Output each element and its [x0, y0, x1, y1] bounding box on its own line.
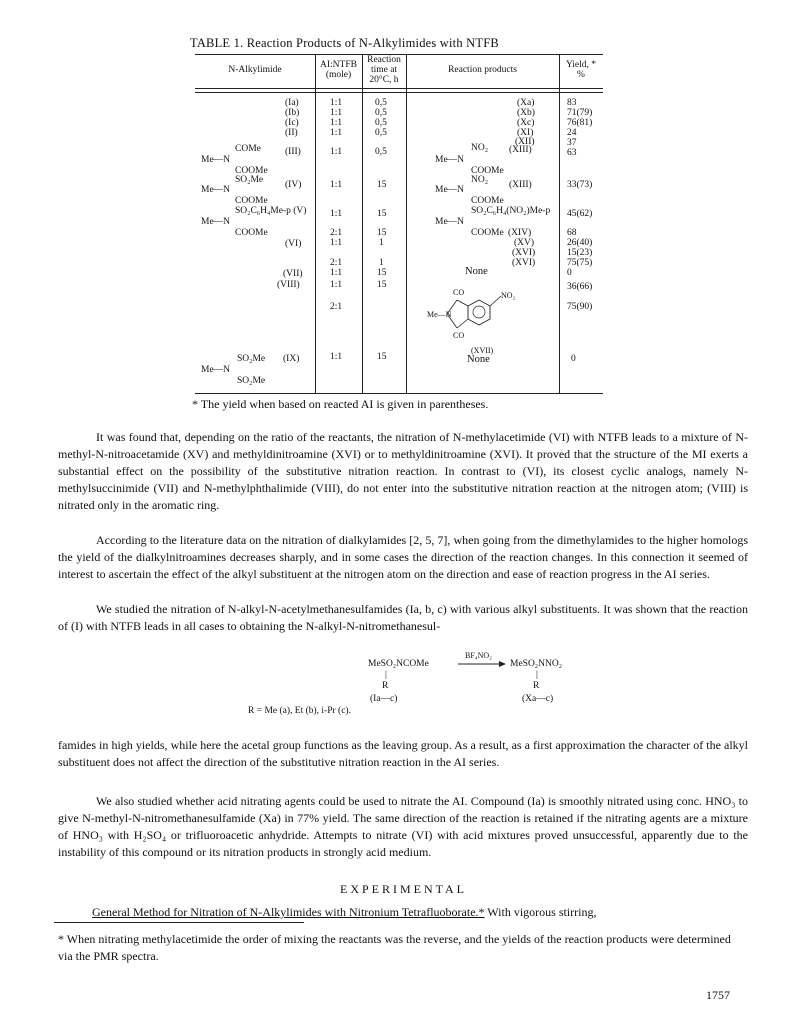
time-r1: 0,5 [375, 108, 387, 118]
scheme-r-definition: R = Me (a), Et (b), i-Pr (c). [248, 706, 351, 716]
imide-ic: (Ic) [285, 118, 299, 128]
imide-vi: (VI) [285, 239, 302, 249]
struct-so2me-ix-2: SO₂Me [237, 376, 266, 386]
reaction-table [195, 54, 603, 394]
time-r8: 15 [377, 228, 387, 238]
product-r0: (Xa) [517, 98, 535, 108]
general-method-line [58, 904, 748, 921]
imide-ii: (II) [285, 128, 298, 138]
time-r13: 15 [377, 280, 387, 290]
struct-no2-xiii: NO₂ [471, 143, 489, 153]
struct-me-n-xvii: Me—N [427, 310, 452, 319]
page-number: 1757 [706, 988, 730, 1002]
struct-co-top: CO [453, 288, 465, 297]
ratio-r1: 1:1 [330, 108, 343, 118]
struct-me-n-ix: Me—N [201, 365, 231, 375]
product-r5: (XIII) [509, 145, 532, 155]
time-r6: 15 [377, 180, 387, 190]
product-r4: (XII) [515, 137, 535, 147]
struct-me-n-xiv: Me—N [435, 217, 465, 227]
section-heading-experimental: EXPERIMENTAL [339, 882, 468, 896]
struct-coome-iii: COOMe [235, 166, 268, 176]
yield-r10: 15(23) [567, 248, 593, 258]
scheme-arrow [457, 659, 507, 669]
product-r1: (Xb) [517, 108, 535, 118]
ratio-r5: 1:1 [330, 147, 343, 157]
time-r9: 1 [379, 238, 384, 248]
ratio-r9: 1:1 [330, 238, 343, 248]
paragraph-1: It was found that, depending on the ratio of the reactants, the nitration of N-methylacetimide (VI) with NTFB leads to a mixture of N-methyl-N-nitroacetamide (XV) and methyldinitroamine (XVI) or to methyldinitroamine (XVI). It proved that the structure of the MI exerts a substantial effect on the possibility of the substitutive nitration reaction. In contrast to (VI), its closest cyclic analogs, namely N-methylsuccinimide (VII) and N-methylphthalimide (VIII), do not enter into the substitutive nitration reaction at the nitrogen atom; (VIII) is nitrated only in the aromatic ring. [58, 430, 748, 512]
header-yield: Yield, * % [565, 60, 597, 80]
header-imide: N-Alkylimide [228, 65, 282, 75]
time-r12: 15 [377, 268, 387, 278]
yield-r9: 26(40) [567, 238, 593, 248]
ratio-r6: 1:1 [330, 180, 343, 190]
struct-so2me-ix-1: SO₂Me [237, 354, 266, 364]
table-header-rule [195, 88, 603, 89]
struct-no2-iv: NO₂ [471, 175, 489, 185]
struct-coome-v: COOMe [235, 228, 268, 238]
scheme-left-bar: | [385, 670, 387, 680]
general-method-title: General Method for Nitration of N-Alkylimides with Nitronium Tetrafluoborate.* [92, 905, 485, 919]
imide-vii: (VII) [283, 269, 303, 279]
product-r15: None [467, 354, 490, 365]
yield-r5: 63 [567, 148, 577, 158]
product-r11: (XVI) [512, 258, 536, 268]
struct-so2me-iv: SO₂Me [235, 175, 264, 185]
yield-r0: 83 [567, 98, 577, 108]
yield-r14: 75(90) [567, 302, 593, 312]
table-caption: TABLE 1. Reaction Products of N-Alkylimides with NTFB [190, 36, 499, 50]
table-footnote: * The yield when based on reacted AI is given in parentheses. [192, 397, 489, 411]
paragraph-3: We studied the nitration of N-alkyl-N-acetylmethanesulfamides (Ia, b, c) with various alkyl substituents. It was shown that the reaction of (I) with NTFB leads in all cases to obtaining the N-alkyl-N-nitromethanesul- [58, 602, 748, 633]
struct-me-n-iii: Me—N [201, 155, 231, 165]
struct-so2c6h4no2: SO₂C₆H₄(NO₂)Me-p [471, 206, 551, 216]
scheme-left: MeSO₂NCOMe [368, 659, 429, 669]
time-r3: 0,5 [375, 128, 387, 138]
struct-co-bottom: CO [453, 331, 465, 340]
struct-come: COMe [235, 144, 261, 154]
footnote-2: * When nitrating methylacetimide the order of mixing the reactants was the reverse, and the yields of the reaction products were determined via the PMR spectra. [58, 932, 731, 963]
header-ratio: AI:NTFB (mole) [320, 60, 357, 80]
yield-r15: 0 [571, 354, 576, 364]
imide-viii: (VIII) [277, 280, 300, 290]
header-products: Reaction products [448, 65, 517, 75]
product-r8: (XIV) [508, 228, 532, 238]
struct-coome-xiii: COOMe [471, 166, 504, 176]
product-r9: (XV) [514, 238, 535, 248]
struct-me-n-iv: Me—N [201, 185, 231, 195]
time-r5: 0,5 [375, 147, 387, 157]
yield-r2: 76(81) [567, 118, 593, 128]
yield-r13: 36(66) [567, 282, 593, 292]
ratio-r8: 2:1 [330, 228, 343, 238]
scheme-right: MeSO₂NNO₂ [510, 659, 563, 669]
paragraph-4: famides in high yields, while here the acetal group functions as the leaving group. As a result, as a first approximation the character of the alkyl substituent does not affect the direction of the substitutive nitration reaction in the AI series. [58, 738, 748, 769]
ratio-r3: 1:1 [330, 128, 343, 138]
table-vline-1 [315, 54, 316, 393]
yield-r11: 75(75) [567, 258, 593, 268]
struct-so2c6h4mep: SO₂C₆H₄Me-p (V) [235, 206, 307, 216]
imide-iv: (IV) [285, 180, 302, 190]
yield-r12: 0 [567, 268, 572, 278]
struct-label-xvii: (XVII) [471, 346, 494, 355]
scheme-left-label: (Ia—c) [370, 694, 398, 704]
yield-r8: 68 [567, 228, 577, 238]
yield-r4: 37 [567, 138, 577, 148]
ratio-r7: 1:1 [330, 209, 343, 219]
table-header-rule-2 [195, 92, 603, 93]
ratio-r0: 1:1 [330, 98, 343, 108]
general-method-text: With vigorous stirring, [484, 905, 597, 919]
time-r7: 15 [377, 209, 387, 219]
struct-coome-xiii-2: COOMe [471, 196, 504, 206]
paragraph-5: We also studied whether acid nitrating agents could be used to nitrate the AI. Compound (Ia) is smoothly nitrated using conc. HNO₃ to give N-methyl-N-nitromethanesulfamide (Xa) in 77% yield. The same direction of the reaction is retained if the nitrating agents are a mixture of HNO₃ with H₂SO₄ or trifluoroacetic anhydride. Attempts to nitrate (VI) with acid mixtures proved unsuccessful, apparently due to the instability of this compound or its nitration products in strongly acid medium. [58, 794, 748, 859]
paragraph-2: According to the literature data on the nitration of dialkylamides [2, 5, 7], when going from the dimethylamides to the higher homologs the yield of the dialkylnitroamines decreases sharply, and in some cases the direction of the reaction changes. In this connection it seemed of interest to ascertain the effect of the alkyl substituent at the nitrogen atom on the direction and ease of reaction progress in the AI series. [58, 533, 748, 581]
product-r6: (XIII) [509, 180, 532, 190]
imide-ia: (Ia) [285, 98, 299, 108]
imide-ib: (Ib) [285, 108, 300, 118]
product-r2: (Xc) [517, 118, 535, 128]
product-r12: None [465, 266, 488, 277]
scheme-reagent: BF₄NO₂ [465, 651, 492, 660]
ratio-r2: 1:1 [330, 118, 343, 128]
ratio-r15: 1:1 [330, 352, 343, 362]
ratio-r14: 2:1 [330, 302, 343, 312]
yield-r6: 33(73) [567, 180, 593, 190]
product-r3: (XI) [517, 128, 534, 138]
yield-r3: 24 [567, 128, 577, 138]
scheme-right-bar: | [536, 670, 538, 680]
yield-r1: 71(79) [567, 108, 593, 118]
struct-me-n-xiii: Me—N [435, 155, 465, 165]
ratio-r13: 1:1 [330, 280, 343, 290]
table-vline-2 [362, 54, 363, 393]
imide-iii: (III) [285, 147, 301, 157]
time-r11: 1 [379, 258, 384, 268]
footnote-rule [54, 922, 304, 923]
scheme-right-r: R [533, 681, 540, 691]
table-bottom-rule [195, 393, 603, 394]
imide-ix: (IX) [283, 354, 300, 364]
table-vline-3 [406, 54, 407, 393]
struct-me-n-v: Me—N [201, 217, 231, 227]
ratio-r12: 1:1 [330, 268, 343, 278]
struct-no2-xvii: NO₂ [501, 291, 516, 300]
struct-me-n-xiii-2: Me—N [435, 185, 465, 195]
table-vline-4 [559, 54, 560, 393]
time-r15: 15 [377, 352, 387, 362]
struct-coome-xiv: COOMe [471, 228, 504, 238]
scheme-left-r: R [382, 681, 389, 691]
yield-r7: 45(62) [567, 209, 593, 219]
product-r10: (XVI) [512, 248, 536, 258]
header-time: Reaction time at 20°C, h [367, 55, 401, 85]
time-r2: 0,5 [375, 118, 387, 128]
scheme-right-label: (Xa—c) [522, 694, 554, 704]
time-r0: 0,5 [375, 98, 387, 108]
ratio-r11: 2:1 [330, 258, 343, 268]
struct-coome-iv: COOMe [235, 196, 268, 206]
